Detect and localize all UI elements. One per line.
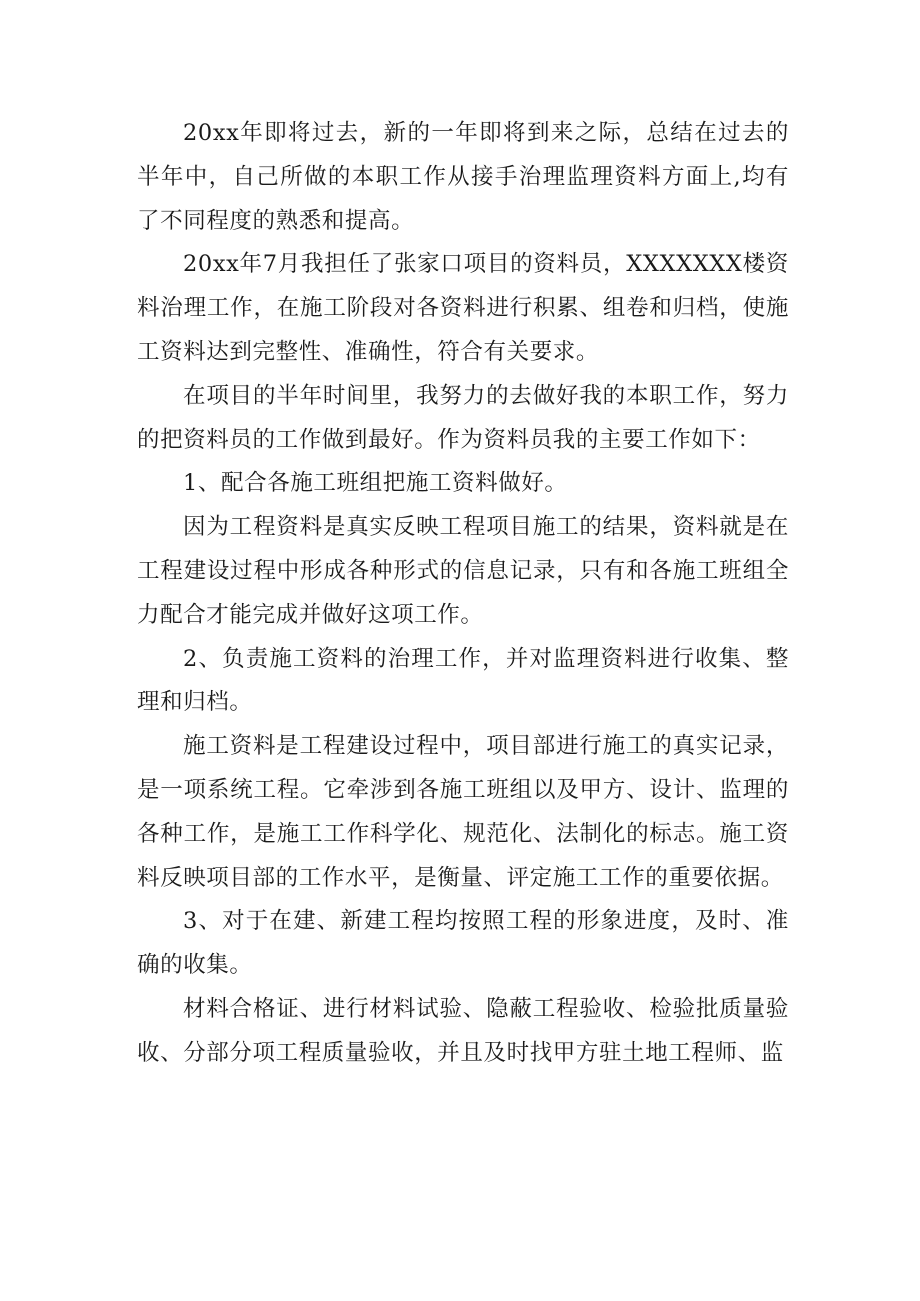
paragraph-item-2-heading: 2、负责施工资料的治理工作，并对监理资料进行收集、整理和归档。 [137,645,789,716]
paragraph-item-2-body: 施工资料是工程建设过程中，项目部进行施工的真实记录，是一项系统工程。它牵涉到各施工班组以及甲方、设计、监理的各种工作，是施工工作科学化、规范化、法制化的标志。施工资料反映项目部的工作水平，是衡量、评定施工工作的重要依据。 [137,733,789,891]
paragraph-item-1-body: 因为工程资料是真实反映工程项目施工的结果，资料就是在工程建设过程中形成各种形式的信息记录，只有和各施工班组全力配合才能完成并做好这项工作。 [137,514,789,628]
document-body [137,112,789,1076]
paragraph-role: 20xx年7月我担任了张家口项目的资料员，XXXXXXX楼资料治理工作，在施工阶段对各资料进行积累、组卷和归档，使施工资料达到完整性、准确性，符合有关要求。 [137,251,789,365]
paragraph-intro: 20xx年即将过去，新的一年即将到来之际，总结在过去的半年中，自己所做的本职工作从接手治理监理资料方面上,均有了不同程度的熟悉和提高。 [137,120,789,234]
paragraph-item-3-body: 材料合格证、进行材料试验、隐蔽工程验收、检验批质量验收、分部分项工程质量验收，并且及时找甲方驻土地工程师、监 [137,995,789,1066]
paragraph-duties-intro: 在项目的半年时间里，我努力的去做好我的本职工作，努力的把资料员的工作做到最好。作为资料员我的主要工作如下： [137,382,789,453]
paragraph-item-3-heading: 3、对于在建、新建工程均按照工程的形象进度，及时、准确的收集。 [137,908,789,979]
paragraph-item-1-heading: 1、配合各施工班组把施工资料做好。 [183,470,568,497]
